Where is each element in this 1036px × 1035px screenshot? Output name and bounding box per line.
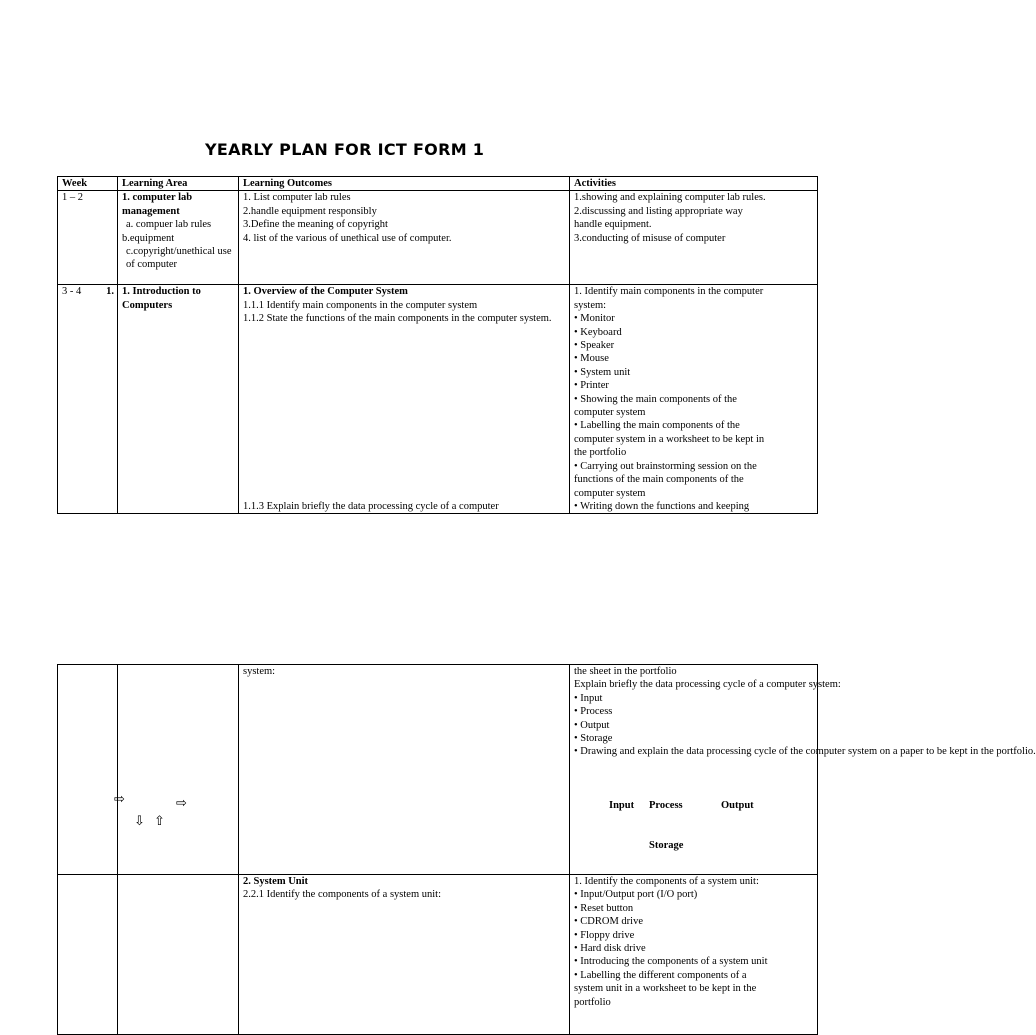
- activity-item: • Showing the main components of the computer system: [574, 393, 737, 419]
- week-cell: [58, 665, 118, 875]
- outcome-item: 4. list of the various of unethical use of computer.: [243, 232, 452, 244]
- outcome-item: 1.1.1 Identify main components in the computer system: [243, 299, 478, 311]
- header-learning-area: Learning Area: [118, 177, 239, 191]
- outcome-item: 2.2.1 Identify the components of a system unit:: [243, 889, 442, 901]
- table-row: [58, 191, 818, 285]
- week-cell: [58, 875, 118, 1035]
- activity-item: Explain briefly the data processing cycle of a computer system:: [574, 679, 841, 691]
- activity-item: • Storage: [574, 733, 613, 745]
- activity-item: the sheet in the portfolio: [574, 666, 677, 677]
- outcome-item: 1.1.2 State the functions of the main components in the computer system.: [243, 313, 552, 325]
- outcome-title: 2. System Unit: [243, 876, 309, 887]
- table-row: [58, 285, 818, 514]
- activity-item: • Printer: [574, 380, 609, 392]
- learning-outcomes-cell: [239, 875, 570, 1035]
- header-week: Week: [58, 177, 118, 191]
- learning-area-title: 1. Introduction to Computers: [122, 286, 201, 311]
- activity-item: • Input: [574, 692, 603, 704]
- activities-cell: [570, 285, 818, 514]
- activity-item: • Writing down the functions and keeping: [574, 500, 750, 512]
- activity-item: • CDROM drive: [574, 916, 644, 928]
- learning-area-cell: [118, 875, 239, 1035]
- activity-item: • Floppy drive: [574, 929, 635, 941]
- week-label: 3 - 4: [62, 286, 82, 298]
- activity-item: • Keyboard: [574, 326, 622, 338]
- yearly-plan-table-2: [57, 664, 1036, 1035]
- learning-area-title: 1. computer lab management: [122, 192, 193, 217]
- up-arrow-icon: ⇧: [154, 814, 165, 829]
- activities-cell: [570, 875, 818, 1035]
- learning-outcomes-cell: [239, 285, 570, 514]
- flow-output-label: Output: [721, 800, 754, 811]
- activities-cell: [570, 665, 1036, 875]
- activity-item: • Labelling the main components of the computer system in a worksheet to be kept in the portfolio: [574, 420, 765, 459]
- learning-outcomes-cell: [239, 191, 570, 285]
- learning-area-cell: [114, 665, 239, 875]
- outcome-item: 1. List computer lab rules: [243, 192, 351, 204]
- right-arrow-icon: ⇨: [176, 796, 187, 811]
- flow-input-label: Input: [609, 800, 635, 811]
- table-row: [58, 665, 818, 875]
- activity-item: 1. Identify the components of a system unit:: [574, 876, 759, 887]
- activity-item: • Labelling the different components of a system unit in a worksheet to be kept in the portfolio: [574, 969, 757, 1008]
- learning-area-item: a. compuer lab rules: [126, 219, 212, 231]
- outcome-title: 1. Overview of the Computer System: [243, 286, 408, 298]
- right-arrow-icon: ⇨: [114, 792, 125, 807]
- activity-item: • Input/Output port (I/O port): [574, 889, 698, 901]
- row-number: 1.: [106, 286, 114, 298]
- header-learning-outcomes: Learning Outcomes: [239, 177, 570, 191]
- flow-process-label: Process: [649, 800, 683, 811]
- table-header-row: [58, 177, 818, 191]
- learning-area-item: c.copyright/unethical use of computer: [126, 246, 232, 271]
- activity-item: • Output: [574, 719, 610, 731]
- outcome-item: system:: [243, 666, 276, 677]
- learning-area-cell: [118, 285, 239, 514]
- activity-item: • Monitor: [574, 313, 615, 325]
- activity-item: • Speaker: [574, 340, 615, 352]
- activity-item: • Hard disk drive: [574, 943, 646, 955]
- learning-area-cell: [118, 191, 239, 285]
- week-cell: [58, 285, 118, 514]
- outcome-item: 1.1.3 Explain briefly the data processing cycle of a computer: [243, 500, 499, 512]
- activities-cell: [570, 191, 818, 285]
- activity-item: 2.discussing and listing appropriate way handle equipment.: [574, 205, 743, 231]
- down-arrow-icon: ⇩: [134, 814, 145, 829]
- learning-outcomes-cell: [239, 665, 570, 875]
- flow-storage-label: Storage: [649, 840, 684, 851]
- outcome-item: 3.Define the meaning of copyright: [243, 219, 388, 231]
- activity-item: • Carrying out brainstorming session on the functions of the main components of the computer system: [574, 460, 757, 499]
- page-title: YEARLY PLAN FOR ICT FORM 1: [205, 140, 485, 159]
- activity-item: 1.showing and explaining computer lab rules.: [574, 192, 766, 204]
- activity-item: • System unit: [574, 366, 631, 378]
- activity-item: 1. Identify main components in the computer system:: [574, 286, 764, 311]
- activity-item: • Introducing the components of a system unit: [574, 956, 768, 968]
- outcome-item: 2.handle equipment responsibly: [243, 205, 377, 217]
- table-row: [58, 875, 818, 1035]
- yearly-plan-table-1: [57, 176, 818, 514]
- activity-item: • Reset button: [574, 902, 634, 914]
- activity-item: • Drawing and explain the data processing cycle of the computer system on a paper to be kept in the portfolio.: [574, 746, 1036, 758]
- header-activities: Activities: [570, 177, 818, 191]
- learning-area-item: b.equipment: [122, 232, 175, 244]
- activity-item: • Process: [574, 706, 613, 718]
- activity-item: • Mouse: [574, 353, 609, 365]
- activity-item: 3.conducting of misuse of computer: [574, 232, 726, 244]
- week-cell: 1 – 2: [58, 191, 118, 285]
